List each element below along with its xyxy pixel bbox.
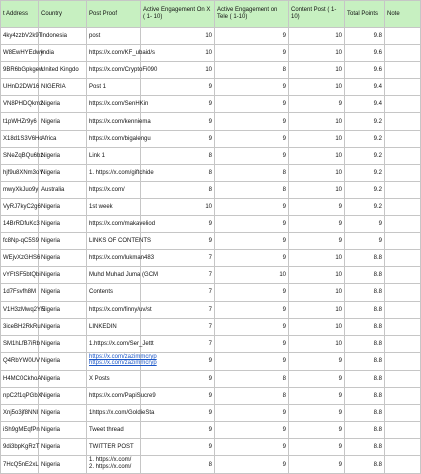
cell-content-post[interactable]: 10 bbox=[289, 318, 345, 335]
table-row bbox=[1, 28, 421, 45]
cell-total-points[interactable]: 8.8 bbox=[345, 301, 385, 318]
cell-engagement-x[interactable]: 8 bbox=[141, 147, 215, 164]
cell-address[interactable]: npC2f1qPGbX bbox=[1, 387, 39, 404]
cell-total-points[interactable]: 9 bbox=[345, 216, 385, 233]
cell-engagement-x[interactable]: 9 bbox=[141, 422, 215, 439]
cell-content-post[interactable]: 10 bbox=[289, 164, 345, 181]
cell-content-post[interactable]: 9 bbox=[289, 387, 345, 404]
cell-engagement-x[interactable]: 7 bbox=[141, 250, 215, 267]
cell-total-points[interactable]: 9.2 bbox=[345, 130, 385, 147]
cell-total-points[interactable]: 8.8 bbox=[345, 370, 385, 387]
header-country[interactable]: Country bbox=[39, 1, 87, 28]
cell-engagement-x[interactable]: 9 bbox=[141, 352, 215, 370]
cell-note[interactable] bbox=[385, 456, 421, 474]
cell-engagement-x[interactable]: 7 bbox=[141, 301, 215, 318]
cell-engagement-tele[interactable]: 8 bbox=[215, 370, 289, 387]
cell-engagement-tele[interactable]: 9 bbox=[215, 301, 289, 318]
cell-country[interactable]: Nigeria bbox=[39, 335, 87, 352]
cell-total-points[interactable]: 8.8 bbox=[345, 267, 385, 284]
cell-content-post[interactable]: 10 bbox=[289, 28, 345, 45]
header-content-post[interactable]: Content Post ( 1-10) bbox=[289, 1, 345, 28]
header-post-proof[interactable]: Post Proof bbox=[87, 1, 141, 28]
cell-engagement-tele[interactable]: 9 bbox=[215, 250, 289, 267]
cell-content-post[interactable]: 10 bbox=[289, 301, 345, 318]
table-row bbox=[1, 198, 421, 215]
cell-address[interactable]: VyRJ7kyC2g6 bbox=[1, 198, 39, 215]
header-engagement-tele[interactable]: Active Engagement on Tele ( 1-10) bbox=[215, 1, 289, 28]
table-row bbox=[1, 301, 421, 318]
cell-post-proof[interactable]: X Posts bbox=[87, 370, 141, 387]
cell-total-points[interactable]: 8.8 bbox=[345, 456, 385, 474]
cell-post-proof[interactable]: https://x.com/finny/uv/st bbox=[87, 301, 141, 318]
proof-line: https://x.com/zazimmcryp bbox=[89, 353, 157, 360]
cell-post-proof[interactable]: https://x.com/kenniema bbox=[87, 113, 141, 130]
cell-engagement-tele[interactable]: 9 bbox=[215, 352, 289, 370]
cell-country[interactable]: Nigeria bbox=[39, 216, 87, 233]
cell-address[interactable]: mwyXkJuo9y bbox=[1, 181, 39, 198]
cell-post-proof[interactable]: https://x.com/ bbox=[87, 181, 141, 198]
cell-post-proof[interactable]: TWITTER POST bbox=[87, 439, 141, 456]
cell-engagement-tele[interactable]: 10 bbox=[215, 267, 289, 284]
proof-line: https://x.com/zazimmcryp bbox=[89, 359, 157, 366]
header-row bbox=[1, 1, 421, 28]
cell-note[interactable] bbox=[385, 439, 421, 456]
cell-engagement-tele[interactable]: 9 bbox=[215, 113, 289, 130]
table-row bbox=[1, 284, 421, 301]
cell-address[interactable]: 9di3bpKgRzT bbox=[1, 439, 39, 456]
cell-post-proof[interactable]: LINKS OF CONTENTS bbox=[87, 233, 141, 250]
cell-post-proof[interactable]: 1st week bbox=[87, 198, 141, 215]
cell-engagement-x[interactable]: 7 bbox=[141, 267, 215, 284]
cell-address[interactable]: 4ky4zzbV2k9T bbox=[1, 28, 39, 45]
cell-total-points[interactable]: 9.8 bbox=[345, 28, 385, 45]
cell-engagement-x[interactable]: 9 bbox=[141, 216, 215, 233]
cell-engagement-tele[interactable]: 9 bbox=[215, 130, 289, 147]
cell-note[interactable] bbox=[385, 405, 421, 422]
cell-total-points[interactable]: 8.8 bbox=[345, 405, 385, 422]
cell-note[interactable] bbox=[385, 147, 421, 164]
table-row bbox=[1, 250, 421, 267]
cell-country[interactable]: Nigeria bbox=[39, 96, 87, 113]
cell-content-post[interactable]: 10 bbox=[289, 113, 345, 130]
table-row bbox=[1, 216, 421, 233]
cell-engagement-x[interactable]: 9 bbox=[141, 405, 215, 422]
cell-note[interactable] bbox=[385, 198, 421, 215]
cell-content-post[interactable]: 9 bbox=[289, 216, 345, 233]
cell-country[interactable]: India bbox=[39, 45, 87, 62]
cell-engagement-x[interactable]: 9 bbox=[141, 370, 215, 387]
cell-engagement-x[interactable]: 9 bbox=[141, 439, 215, 456]
cell-engagement-tele[interactable]: 9 bbox=[215, 318, 289, 335]
cell-post-proof[interactable]: https://x.com/SenHKin bbox=[87, 96, 141, 113]
cell-total-points[interactable]: 9.2 bbox=[345, 147, 385, 164]
cell-content-post[interactable]: 9 bbox=[289, 422, 345, 439]
cell-note[interactable] bbox=[385, 130, 421, 147]
cell-post-proof[interactable]: https://x.com/makaveliod bbox=[87, 216, 141, 233]
cell-post-proof[interactable]: 1https://x.com/GoldieSta bbox=[87, 405, 141, 422]
cell-note[interactable] bbox=[385, 422, 421, 439]
cell-address[interactable]: 1d7Fsvfh8M bbox=[1, 284, 39, 301]
cell-country[interactable]: Nigeria bbox=[39, 250, 87, 267]
cell-total-points[interactable]: 8.8 bbox=[345, 335, 385, 352]
cell-note[interactable] bbox=[385, 387, 421, 404]
header-address[interactable]: t Address bbox=[1, 1, 39, 28]
header-note[interactable]: Note bbox=[385, 1, 421, 28]
cell-post-proof[interactable]: Tweet thread bbox=[87, 422, 141, 439]
cell-total-points[interactable]: 9.2 bbox=[345, 198, 385, 215]
cell-note[interactable] bbox=[385, 96, 421, 113]
cell-content-post[interactable]: 10 bbox=[289, 181, 345, 198]
cell-engagement-x[interactable]: 9 bbox=[141, 96, 215, 113]
cell-note[interactable] bbox=[385, 284, 421, 301]
cell-engagement-tele[interactable]: 9 bbox=[215, 439, 289, 456]
cell-content-post[interactable]: 9 bbox=[289, 198, 345, 215]
cell-total-points[interactable]: 9.4 bbox=[345, 96, 385, 113]
cell-country[interactable]: Australia bbox=[39, 181, 87, 198]
cell-address[interactable]: VN8PHDQkm2 bbox=[1, 96, 39, 113]
cell-note[interactable] bbox=[385, 267, 421, 284]
cell-engagement-x[interactable]: 8 bbox=[141, 456, 215, 474]
table-row bbox=[1, 113, 421, 130]
cell-engagement-tele[interactable]: 9 bbox=[215, 79, 289, 96]
table-row bbox=[1, 352, 421, 370]
cell-engagement-tele[interactable]: 8 bbox=[215, 164, 289, 181]
cell-post-proof[interactable]: https://x.com/CryptoFi090 bbox=[87, 62, 141, 79]
cell-address[interactable]: SNeZqBQu6bz bbox=[1, 147, 39, 164]
cell-total-points[interactable]: 8.8 bbox=[345, 250, 385, 267]
cell-address[interactable]: t1pWHZr9y6 bbox=[1, 113, 39, 130]
cell-total-points[interactable]: 9.2 bbox=[345, 113, 385, 130]
cell-content-post[interactable]: 9 bbox=[289, 405, 345, 422]
cell-address[interactable]: 7HcQ5nE2xL bbox=[1, 456, 39, 474]
cell-total-points[interactable]: 9.2 bbox=[345, 164, 385, 181]
cell-country[interactable]: Nigeria bbox=[39, 147, 87, 164]
cell-note[interactable] bbox=[385, 250, 421, 267]
cell-engagement-tele[interactable]: 9 bbox=[215, 335, 289, 352]
cell-country[interactable]: Africa bbox=[39, 130, 87, 147]
cell-address[interactable]: W8EwHYEdwy bbox=[1, 45, 39, 62]
cell-total-points[interactable]: 9.6 bbox=[345, 62, 385, 79]
cell-engagement-x[interactable]: 9 bbox=[141, 233, 215, 250]
table-body bbox=[1, 28, 421, 474]
cell-address[interactable]: WEjvXzGHS6 bbox=[1, 250, 39, 267]
table-row bbox=[1, 318, 421, 335]
cell-content-post[interactable]: 10 bbox=[289, 79, 345, 96]
cell-post-proof[interactable]: LINKEDIN bbox=[87, 318, 141, 335]
cell-content-post[interactable]: 10 bbox=[289, 130, 345, 147]
cell-engagement-tele[interactable]: 9 bbox=[215, 456, 289, 474]
cell-country[interactable]: Nigeria bbox=[39, 284, 87, 301]
cell-content-post[interactable]: 9 bbox=[289, 456, 345, 474]
cell-country[interactable]: Nigeria bbox=[39, 352, 87, 370]
cell-total-points[interactable]: 8.8 bbox=[345, 387, 385, 404]
cell-note[interactable] bbox=[385, 113, 421, 130]
table-row bbox=[1, 130, 421, 147]
cell-country[interactable]: Nigeria bbox=[39, 318, 87, 335]
cell-engagement-tele[interactable]: 9 bbox=[215, 422, 289, 439]
cell-note[interactable] bbox=[385, 164, 421, 181]
table-row bbox=[1, 387, 421, 404]
cell-content-post[interactable]: 10 bbox=[289, 45, 345, 62]
cell-post-proof[interactable]: post bbox=[87, 28, 141, 45]
header-engagement-x[interactable]: Active Engagement On X ( 1- 10) bbox=[141, 1, 215, 28]
cell-engagement-tele[interactable]: 9 bbox=[215, 45, 289, 62]
cell-content-post[interactable]: 10 bbox=[289, 147, 345, 164]
cell-note[interactable] bbox=[385, 233, 421, 250]
cell-content-post[interactable]: 10 bbox=[289, 335, 345, 352]
table-row bbox=[1, 164, 421, 181]
cell-country[interactable]: NIGERIA bbox=[39, 79, 87, 96]
table-row bbox=[1, 405, 421, 422]
cell-engagement-x[interactable]: 7 bbox=[141, 284, 215, 301]
table-row bbox=[1, 147, 421, 164]
cell-post-proof[interactable]: https://x.com/lukman483 bbox=[87, 250, 141, 267]
cell-engagement-tele[interactable]: 8 bbox=[215, 387, 289, 404]
cell-content-post[interactable]: 9 bbox=[289, 352, 345, 370]
cell-engagement-tele[interactable]: 9 bbox=[215, 28, 289, 45]
cell-country[interactable]: Nigeria bbox=[39, 370, 87, 387]
cell-country[interactable]: Nigeria bbox=[39, 439, 87, 456]
cell-address[interactable]: Xnj5o3jf8NNI bbox=[1, 405, 39, 422]
cell-content-post[interactable]: 9 bbox=[289, 96, 345, 113]
cell-note[interactable] bbox=[385, 181, 421, 198]
cell-note[interactable] bbox=[385, 370, 421, 387]
cell-note[interactable] bbox=[385, 62, 421, 79]
cell-engagement-tele[interactable]: 9 bbox=[215, 405, 289, 422]
cell-total-points[interactable]: 8.8 bbox=[345, 318, 385, 335]
cell-note[interactable] bbox=[385, 352, 421, 370]
table-row bbox=[1, 45, 421, 62]
cell-content-post[interactable]: 10 bbox=[289, 284, 345, 301]
cell-content-post[interactable]: 9 bbox=[289, 370, 345, 387]
cell-country[interactable]: Nigeria bbox=[39, 267, 87, 284]
cell-country[interactable]: Nigeria bbox=[39, 387, 87, 404]
cell-engagement-x[interactable]: 7 bbox=[141, 335, 215, 352]
cell-total-points[interactable]: 8.8 bbox=[345, 352, 385, 370]
cell-post-proof[interactable]: Post 1 bbox=[87, 79, 141, 96]
cell-note[interactable] bbox=[385, 28, 421, 45]
cell-address[interactable]: iSh9gMEqfPn bbox=[1, 422, 39, 439]
cell-post-proof[interactable]: https://x.com/PapiSucre9 bbox=[87, 387, 141, 404]
table-row bbox=[1, 267, 421, 284]
cell-engagement-x[interactable]: 10 bbox=[141, 28, 215, 45]
cell-engagement-tele[interactable]: 8 bbox=[215, 62, 289, 79]
cell-engagement-tele[interactable]: 9 bbox=[215, 96, 289, 113]
cell-content-post[interactable]: 9 bbox=[289, 439, 345, 456]
table-row bbox=[1, 456, 421, 474]
cell-note[interactable] bbox=[385, 79, 421, 96]
cell-note[interactable] bbox=[385, 45, 421, 62]
cell-total-points[interactable]: 9.6 bbox=[345, 45, 385, 62]
cell-post-proof[interactable]: Link 1 bbox=[87, 147, 141, 164]
cell-engagement-x[interactable]: 9 bbox=[141, 130, 215, 147]
cell-engagement-tele[interactable]: 9 bbox=[215, 233, 289, 250]
proof-line: 1. https://x.com/ bbox=[89, 457, 132, 464]
table-row bbox=[1, 335, 421, 352]
cell-country[interactable]: Nigeria bbox=[39, 422, 87, 439]
table-row bbox=[1, 439, 421, 456]
cell-address[interactable]: 14BrRDfuKc3 bbox=[1, 216, 39, 233]
cell-note[interactable] bbox=[385, 318, 421, 335]
cell-engagement-x[interactable]: 10 bbox=[141, 198, 215, 215]
cell-engagement-tele[interactable]: 9 bbox=[215, 284, 289, 301]
cell-country[interactable]: Nigeria bbox=[39, 164, 87, 181]
cell-post-proof[interactable] bbox=[87, 352, 157, 370]
cell-engagement-tele[interactable]: 9 bbox=[215, 198, 289, 215]
cell-address[interactable]: X18d1S3V6Hc bbox=[1, 130, 39, 147]
cell-engagement-x[interactable]: 8 bbox=[141, 164, 215, 181]
cell-content-post[interactable]: 10 bbox=[289, 62, 345, 79]
cell-note[interactable] bbox=[385, 335, 421, 352]
cell-address[interactable]: H4MC0CkhoA bbox=[1, 370, 39, 387]
cell-country[interactable]: Nigeria bbox=[39, 233, 87, 250]
header-total-points[interactable]: Total Points bbox=[345, 1, 385, 28]
cell-country[interactable]: Nigeria bbox=[39, 456, 87, 474]
cell-country[interactable]: Indonesia bbox=[39, 28, 87, 45]
cell-total-points[interactable]: 8.8 bbox=[345, 439, 385, 456]
cell-post-proof[interactable]: https://x.com/KF_ubaid/s bbox=[87, 45, 141, 62]
table-row bbox=[1, 62, 421, 79]
cell-post-proof[interactable]: 1.https://x.com/Ser_Jettt bbox=[87, 335, 141, 352]
proof-line: 2. https://x.com/ bbox=[89, 463, 132, 470]
cell-post-proof[interactable]: https://x.com/bigalengu bbox=[87, 130, 141, 147]
cell-country[interactable]: Nigeria bbox=[39, 198, 87, 215]
cell-country[interactable]: Nigeria bbox=[39, 113, 87, 130]
cell-address[interactable]: fc8Np-qC5S9 bbox=[1, 233, 39, 250]
cell-engagement-x[interactable]: 9 bbox=[141, 79, 215, 96]
cell-post-proof[interactable]: 1. https://x.com/giftchide bbox=[87, 164, 141, 181]
cell-address[interactable]: vYFtSF5btQbi bbox=[1, 267, 39, 284]
cell-engagement-x[interactable]: 9 bbox=[141, 387, 215, 404]
cell-address[interactable]: V1H3zMwq2YE bbox=[1, 301, 39, 318]
cell-note[interactable] bbox=[385, 301, 421, 318]
cell-content-post[interactable]: 10 bbox=[289, 250, 345, 267]
table-row bbox=[1, 96, 421, 113]
cell-engagement-tele[interactable]: 8 bbox=[215, 181, 289, 198]
cell-total-points[interactable]: 8.8 bbox=[345, 422, 385, 439]
cell-total-points[interactable]: 9 bbox=[345, 233, 385, 250]
cell-note[interactable] bbox=[385, 216, 421, 233]
table-row bbox=[1, 233, 421, 250]
table-row bbox=[1, 181, 421, 198]
table-row bbox=[1, 422, 421, 439]
cell-engagement-x[interactable]: 10 bbox=[141, 62, 215, 79]
cell-content-post[interactable]: 10 bbox=[289, 267, 345, 284]
cell-total-points[interactable]: 8.8 bbox=[345, 284, 385, 301]
cell-engagement-x[interactable]: 8 bbox=[141, 181, 215, 198]
cell-address[interactable]: hjf9u8XNm3oY bbox=[1, 164, 39, 181]
cell-address[interactable]: SM1hLfB7iRb bbox=[1, 335, 39, 352]
cell-post-proof[interactable] bbox=[87, 456, 141, 474]
cell-total-points[interactable]: 9.2 bbox=[345, 181, 385, 198]
cell-address[interactable]: 9BR6bGpkgew bbox=[1, 62, 39, 79]
cell-engagement-tele[interactable]: 9 bbox=[215, 147, 289, 164]
cell-engagement-x[interactable]: 7 bbox=[141, 318, 215, 335]
table-row bbox=[1, 79, 421, 96]
cell-address[interactable]: 3iceBH2RkRu bbox=[1, 318, 39, 335]
cell-content-post[interactable]: 9 bbox=[289, 233, 345, 250]
cell-engagement-tele[interactable]: 9 bbox=[215, 216, 289, 233]
cell-country[interactable]: United Kingdo bbox=[39, 62, 87, 79]
cell-address[interactable]: UHnD2DW16 bbox=[1, 79, 39, 96]
cell-address[interactable]: Q4RbYW0UV bbox=[1, 352, 39, 370]
cell-engagement-x[interactable]: 9 bbox=[141, 113, 215, 130]
cell-country[interactable]: Nigeria bbox=[39, 301, 87, 318]
cell-total-points[interactable]: 9.4 bbox=[345, 79, 385, 96]
cell-engagement-x[interactable]: 10 bbox=[141, 45, 215, 62]
table-row bbox=[1, 370, 421, 387]
cell-post-proof[interactable]: Contents bbox=[87, 284, 141, 301]
cell-country[interactable]: Nigeria bbox=[39, 405, 87, 422]
cell-post-proof[interactable]: Muhd Muhad Juma (GCM bbox=[87, 267, 141, 284]
